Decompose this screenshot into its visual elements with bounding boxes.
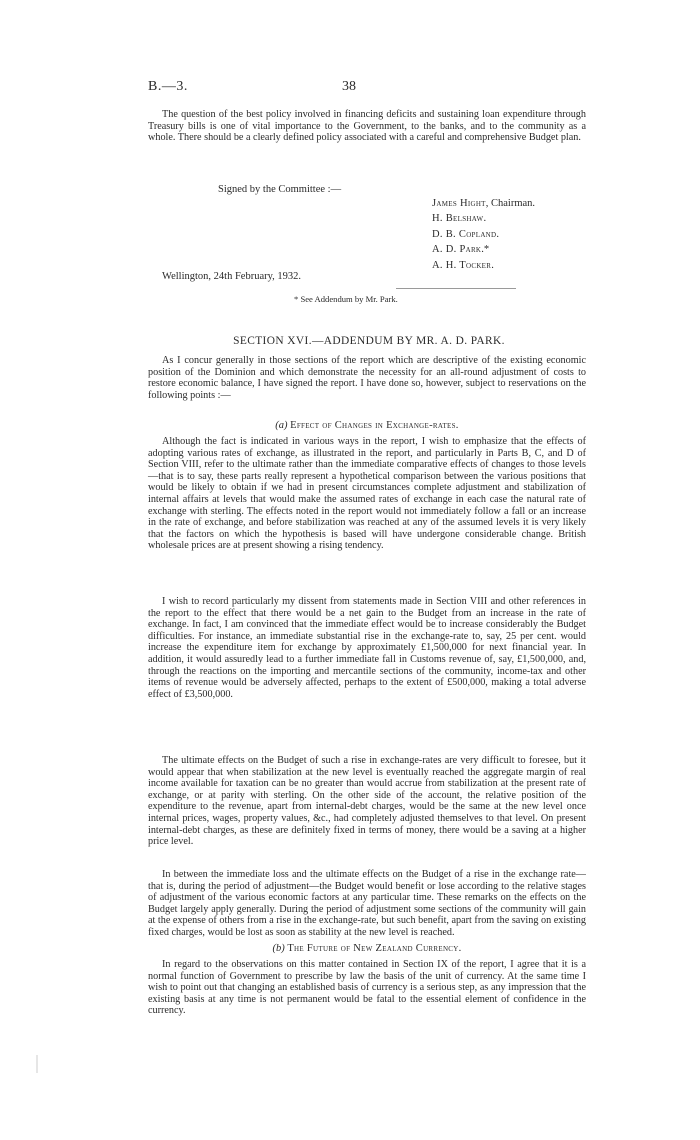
- parliamentary-paper-reference: B.—3.: [148, 79, 188, 94]
- subsection-a-paragraph: In between the immediate loss and the ultimate effects on the Budget of a rise in the exchange rate—that is, during the period of adjustment—the Budget would benefit or lose according to the relative stages of adjustment of the various economic factors at any particular time. These remarks on the effects on the Budget largely apply generally. During the period of adjustment some sections of the community will gain at the expense of others from a rise in the exchange-rate, but such benefit, apart from the saving on existing fixed charges, would be lost as soon as stability at the new level is reached.: [148, 869, 586, 938]
- signature-member: James Hight, Chairman.: [432, 198, 536, 209]
- section-title: SECTION XVI.—ADDENDUM BY MR. A. D. PARK.: [233, 335, 505, 347]
- footnote-divider: [396, 288, 516, 289]
- subsection-a-paragraph: I wish to record particularly my dissent from statements made in Section VIII and other references in the report to the effect that there would be a net gain to the Budget from an increase in the rate of exchange. In fact, I am convinced that the immediate effect would be to increase considerably the Budget difficulties. For instance, an immediate substantial rise in the exchange-rate to, say, 25 per cent. would increase the expenditure item for exchange by approximately £1,500,000 for next financial year. In addition, it would assuredly lead to a further immediate fall in Customs revenue of, say, £1,500,000, and, through the reactions on the importing and mercantile sections of the community, income-tax and other items of revenue would be adversely affected, perhaps to the extent of £500,000, making a total adverse effect of £3,500,000.: [148, 596, 586, 700]
- intro-paragraph: The question of the best policy involved in financing deficits and sustaining loan expenditure through Treasury bills is one of vital importance to the Government, to the banks, and to the community as a whole. There should be a clearly defined policy associated with a careful and comprehensive Budget plan.: [148, 109, 586, 144]
- signatures-list: [432, 196, 535, 273]
- subsection-a-paragraph: Although the fact is indicated in various ways in the report, I wish to emphasize that the effects of adopting various rates of exchange, as illustrated in the report, and particularly in Parts B, C, and D of Section VIII, refer to the ultimate rather than the immediate comparative effects of changes to those levels—that is to say, these parts really represent a hypothetical comparison between the various positions that would be likely to obtain if we had in present circumstances complete adjustment and stabilization of internal affairs at levels that would make the assumed rates of exchange in each case the natural rate of exchange with sterling. The effects noted in the report would not immediately follow a fall or an increase in the rate of exchange, and before stabilization was reached at any of the assumed levels it is very likely that the factors on which the hypothesis is based will have undergone considerable change. British wholesale prices are at present showing a rising tendency.: [148, 436, 586, 552]
- signature-member: H. Belshaw.: [432, 213, 487, 225]
- signature-member: A. D. Park.*: [432, 244, 490, 256]
- page-number: 38: [342, 79, 356, 94]
- signature-member: D. B. Copland.: [432, 228, 500, 240]
- subsection-a-heading: (a) Effect of Changes in Exchange-rates.: [275, 420, 459, 431]
- subsection-b-heading: (b) The Future of New Zealand Currency.: [272, 943, 462, 954]
- signatures-label: Signed by the Committee :—: [218, 184, 342, 195]
- place-and-date: Wellington, 24th February, 1932.: [162, 271, 302, 282]
- signature-member: A. H. Tocker.: [432, 259, 494, 271]
- footnote: * See Addendum by Mr. Park.: [294, 294, 398, 304]
- section-intro-paragraph: As I concur generally in those sections of the report which are descriptive of the existing economic position of the Dominion and which demonstrate the necessity for an all-round adjustment of costs to restore economic balance, I have signed the report. I have done so, however, subject to reservations on the following points :—: [148, 355, 586, 401]
- subsection-a-paragraph: The ultimate effects on the Budget of such a rise in exchange-rates are very difficult to foresee, but it would appear that when stabilization at the new level is eventually reached the aggregate margin of real income available for taxation can be no greater than would accrue from stabilization at the present rate of exchange, or at parity with sterling. On the other side of the account, the relative position of the expenditure to the revenue, apart from internal-debt charges, would be the same at the new level once internal prices, wages, property values, &c., had completely adjusted themselves to that level. On present internal-debt charges, as these are definitely fixed in terms of money, there would be a saving at a higher price level.: [148, 755, 586, 848]
- subsection-b-paragraph: In regard to the observations on this matter contained in Section IX of the report, I agree that it is a normal function of Government to prescribe by law the basis of the unit of currency. At the same time I wish to point out that changing an established basis of currency is a serious step, as any impression that the existing basis at any time is not permanent would be fatal to the essential element of confidence in the currency.: [148, 959, 586, 1017]
- page-margin-mark: [36, 1055, 38, 1073]
